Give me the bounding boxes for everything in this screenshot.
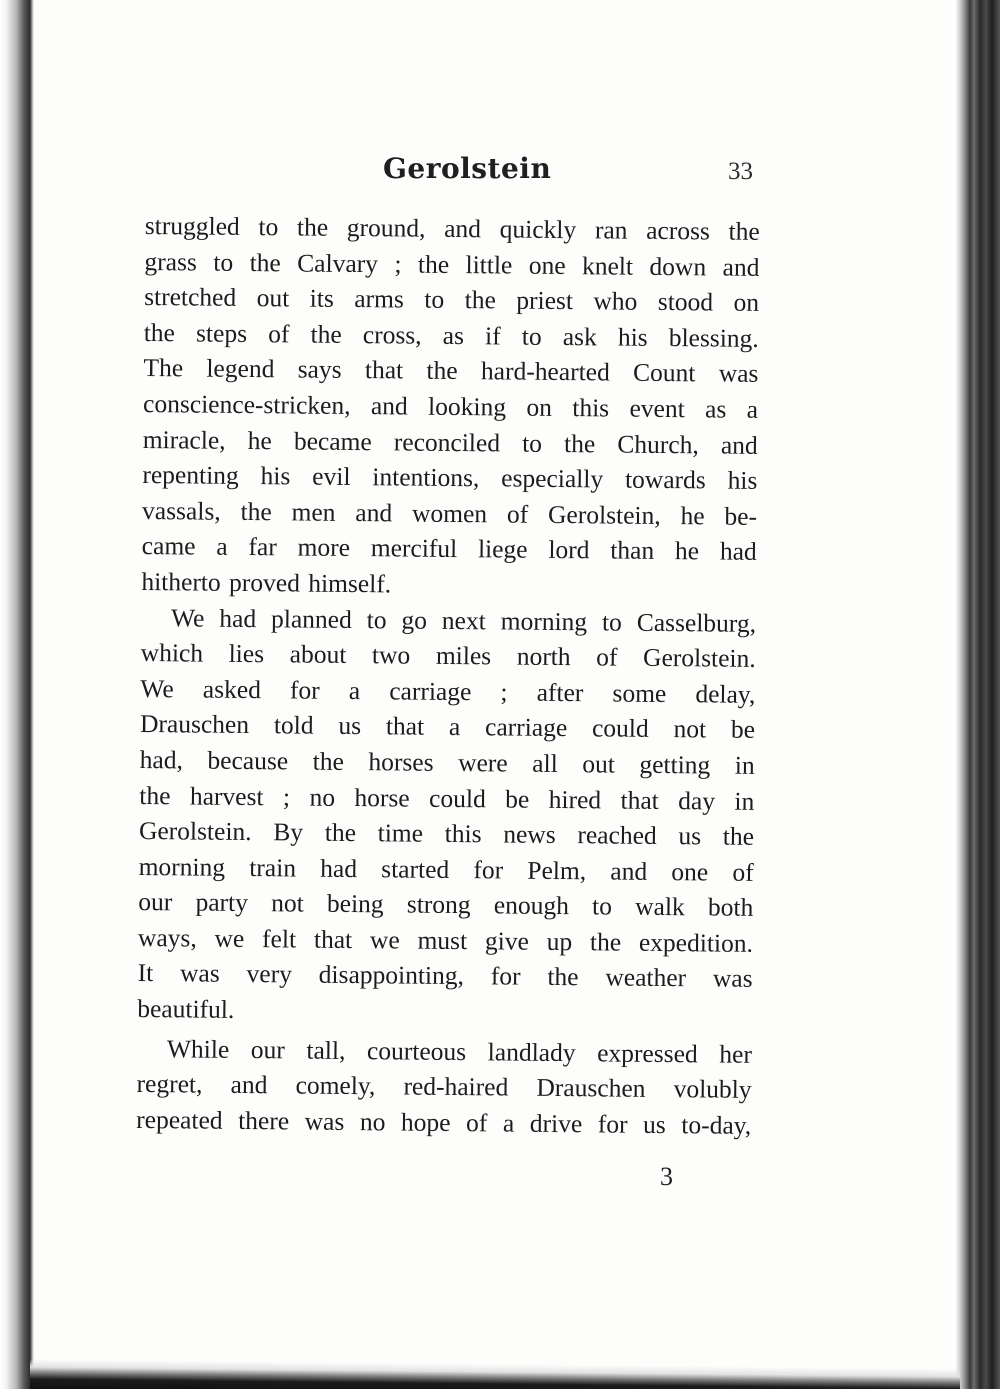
text-line: which lies about two miles north of Gerolstein. — [140, 638, 756, 674]
text-line: the steps of the cross, as if to ask his blessing. — [143, 317, 759, 353]
text-line: ways, we felt that we must give up the expedition. — [137, 922, 754, 958]
text-line: The legend says that the hard-hearted Count was — [143, 353, 759, 389]
text-line: repenting his evil intentions, especially towards his — [142, 460, 758, 496]
text-line: We had planned to go next morning to Casselburg, — [170, 602, 757, 638]
signature-mark: 3 — [660, 1162, 673, 1191]
text-line: beautiful. — [137, 994, 235, 1024]
page-edge-right — [956, 0, 1000, 1389]
text-line: regret, and comely, red-haired Drauschen volubly — [136, 1069, 752, 1105]
text-line: hitherto proved himself. — [141, 566, 392, 599]
text-line: morning train had started for Pelm, and one of — [138, 851, 754, 887]
text-line: vassals, the men and women of Gerolstein, he be- — [141, 495, 758, 531]
text-line: It was very disappointing, for the weather was — [137, 958, 753, 994]
text-line: Gerolstein. By the time this news reached us the — [138, 816, 755, 851]
text-line: conscience-stricken, and looking on this event as a — [142, 388, 759, 424]
text-line: stretched out its arms to the priest who stood on — [144, 282, 760, 318]
text-line: Drauschen told us that a carriage could not be — [139, 709, 756, 745]
running-head — [145, 152, 757, 196]
page-number: 33 — [728, 158, 753, 185]
text-line: had, because the horses were all out getting in — [139, 744, 755, 780]
text-line: miracle, he became reconciled to the Church, and — [142, 424, 758, 460]
text-line: the harvest ; no horse could be hired that day in — [139, 780, 755, 816]
text-line: grass to the Calvary ; the little one knelt down and — [144, 246, 760, 282]
text-line: came a far more merciful liege lord than he had — [141, 531, 757, 567]
running-head-title: Gerolstein — [383, 152, 552, 185]
text-line: repeated there was no hope of a drive for us to-day, — [136, 1104, 752, 1140]
text-line: our party not being strong enough to walk both — [138, 887, 754, 923]
text-line: struggled to the ground, and quickly ran across the — [144, 210, 760, 246]
text-line: We asked for a carriage ; after some delay, — [140, 673, 756, 709]
text-line: While our tall, courteous landlady expressed her — [166, 1033, 753, 1069]
binding-gutter — [0, 0, 34, 1389]
page-edge-bottom — [30, 1359, 960, 1389]
body-text — [136, 208, 760, 1143]
